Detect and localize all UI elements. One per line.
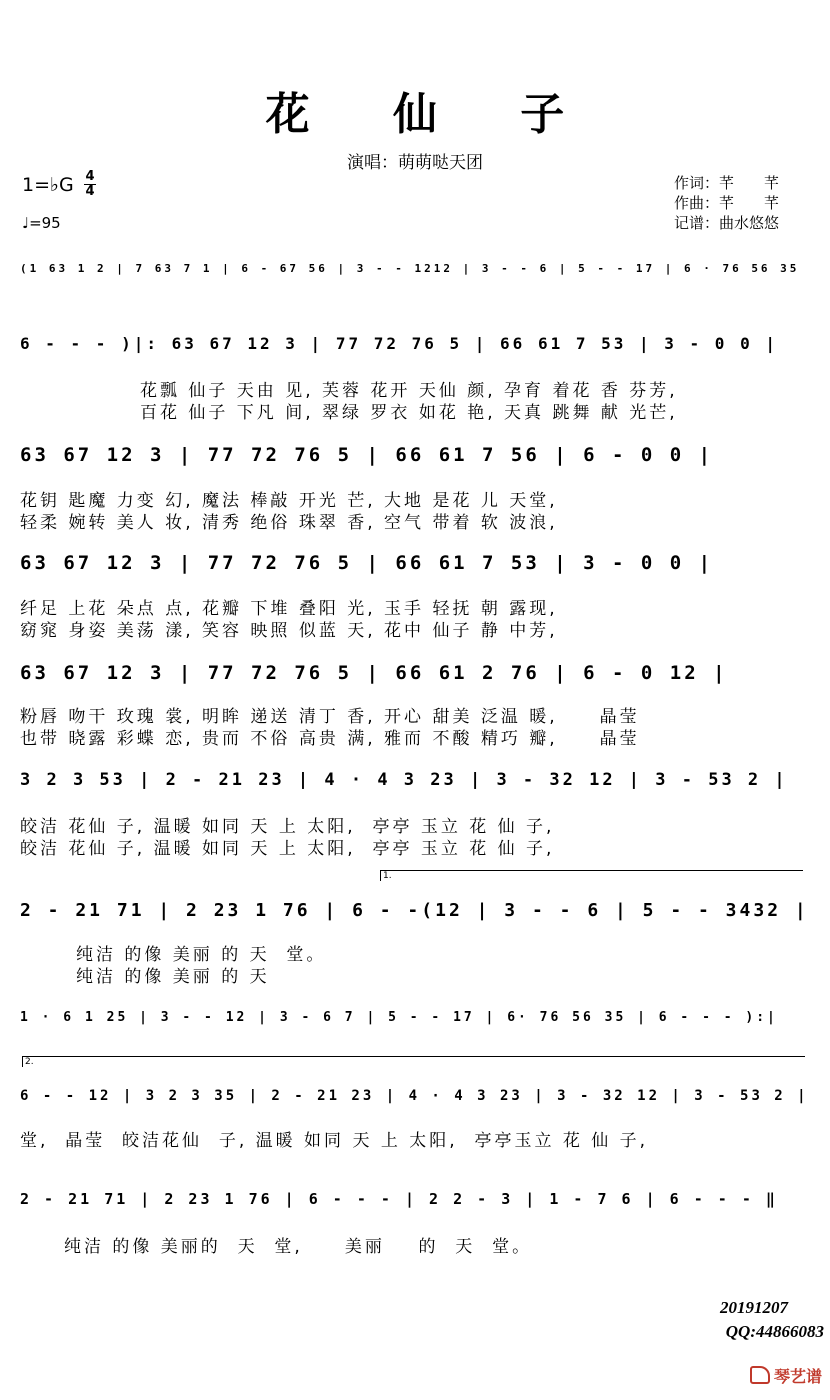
score-system-3: [20, 444, 812, 484]
lyric-line: 纯洁 的像 美丽 的 天 堂。: [76, 945, 327, 965]
transcriber-credit: 记谱：曲水悠悠: [674, 214, 780, 232]
score-system-10: [20, 1190, 812, 1230]
lyric-line: 粉唇 吻干 玫瑰 裳, 明眸 递送 清丁 香, 开心 甜美 泛温 暖, 晶莹: [20, 707, 640, 727]
key-signature: 1=♭G: [22, 174, 74, 196]
notation-line: 63 67 12 3 | 77 72 76 5 | 66 61 7 53 | 3 - 0 0 |: [20, 552, 714, 574]
notation-line: 6 - - 12 | 3 2 3 35 | 2 - 21 23 | 4 · 4 3 23 | 3 - 32 12 | 3 - 53 2 |: [20, 1088, 809, 1104]
lyric-line: 纤足 上花 朵点 点, 花瓣 下堆 叠阳 光, 玉手 轻抚 朝 露现,: [20, 599, 558, 619]
lyric-line: 纯洁 的像 美丽的 天 堂, 美丽 的 天 堂。: [64, 1237, 533, 1257]
lyric-line: 皎洁 花仙 子, 温暖 如同 天 上 太阳, 亭亭 玉立 花 仙 子,: [20, 839, 555, 859]
score-system-6: [20, 770, 812, 810]
score-system-1: [20, 262, 812, 302]
notation-line: 63 67 12 3 | 77 72 76 5 | 66 61 7 56 | 6 - 0 0 |: [20, 444, 714, 466]
page-title: 花 仙 子: [265, 89, 599, 140]
score-system-9: [20, 1088, 812, 1128]
qq-contact: QQ:44866083: [725, 1322, 824, 1341]
site-logo[interactable]: [750, 1364, 822, 1387]
notation-line: (1 63 1 2 | 7 63 7 1 | 6 - 67 56 | 3 - - 1212 | 3 - - 6 | 5 - - 17 | 6 · 76 56 35: [20, 262, 800, 275]
score-system-5: [20, 662, 812, 702]
date-stamp: 20191207: [720, 1298, 788, 1317]
tempo-mark: ♩=95: [22, 214, 61, 232]
score-system-7: [20, 900, 812, 940]
time-bottom: 4: [85, 184, 95, 199]
lyric-line: 皎洁 花仙 子, 温暖 如同 天 上 太阳, 亭亭 玉立 花 仙 子,: [20, 817, 555, 837]
lyric-line: 轻柔 婉转 美人 妆, 清秀 绝俗 珠翠 香, 空气 带着 软 波浪,: [20, 513, 558, 533]
notation-line: 3 2 3 53 | 2 - 21 23 | 4 · 4 3 23 | 3 - 32 12 | 3 - 53 2 |: [20, 770, 788, 790]
lyricist-credit: 作词：芊 芊: [674, 174, 780, 192]
composer-credit: 作曲：芊 芊: [674, 194, 780, 212]
lyric-line: 纯洁 的像 美丽 的 天: [76, 967, 270, 987]
notation-line: 6 - - - )|: 63 67 12 3 | 77 72 76 5 | 66 61 7 53 | 3 - 0 0 |: [20, 334, 778, 353]
lyric-line: 百花 仙子 下凡 间, 翠绿 罗衣 如花 艳, 天真 跳舞 献 光芒,: [140, 403, 678, 423]
lyric-line: 花瓢 仙子 天由 见, 芙蓉 花开 天仙 颜, 孕育 着花 香 芬芳,: [140, 381, 678, 401]
lyric-line: 花钥 匙魔 力变 幻, 魔法 棒敲 开光 芒, 大地 是花 儿 天堂,: [20, 491, 558, 511]
notation-line: 63 67 12 3 | 77 72 76 5 | 66 61 2 76 | 6 - 0 12 |: [20, 662, 728, 684]
lyric-line: 窈窕 身姿 美荡 漾, 笑容 映照 似蓝 天, 花中 仙子 静 中芳,: [20, 621, 558, 641]
score-system-4: [20, 552, 812, 592]
score-system-2: [20, 334, 812, 374]
notation-line: 2 - 21 71 | 2 23 1 76 | 6 - -(12 | 3 - - 6 | 5 - - 3432 |: [20, 900, 809, 921]
lyric-line: 也带 晓露 彩蝶 恋, 贵而 不俗 高贵 满, 雅而 不酸 精巧 瓣, 晶莹: [20, 729, 640, 749]
performer: 演唱：萌萌哒天团: [347, 153, 483, 173]
lyric-line: 堂, 晶莹 皎洁花仙 子, 温暖 如同 天 上 太阳, 亭亭玉立 花 仙 子,: [20, 1131, 649, 1151]
notation-line: 1 · 6 1 25 | 3 - - 12 | 3 - 6 7 | 5 - - 17 | 6· 76 56 35 | 6 - - - ):|: [20, 1010, 778, 1025]
volta-second-ending: 2.: [22, 1056, 805, 1067]
logo-text: 琴艺谱: [773, 1367, 822, 1386]
notation-line: 2 - 21 71 | 2 23 1 76 | 6 - - - | 2 2 - 3 | 1 - 7 6 | 6 - - - ‖: [20, 1190, 778, 1208]
logo-icon: [750, 1366, 770, 1384]
volta-first-ending: 1.: [380, 870, 803, 881]
time-top: 4: [85, 169, 95, 184]
score-system-8: [20, 1010, 812, 1050]
time-signature: [84, 170, 96, 199]
